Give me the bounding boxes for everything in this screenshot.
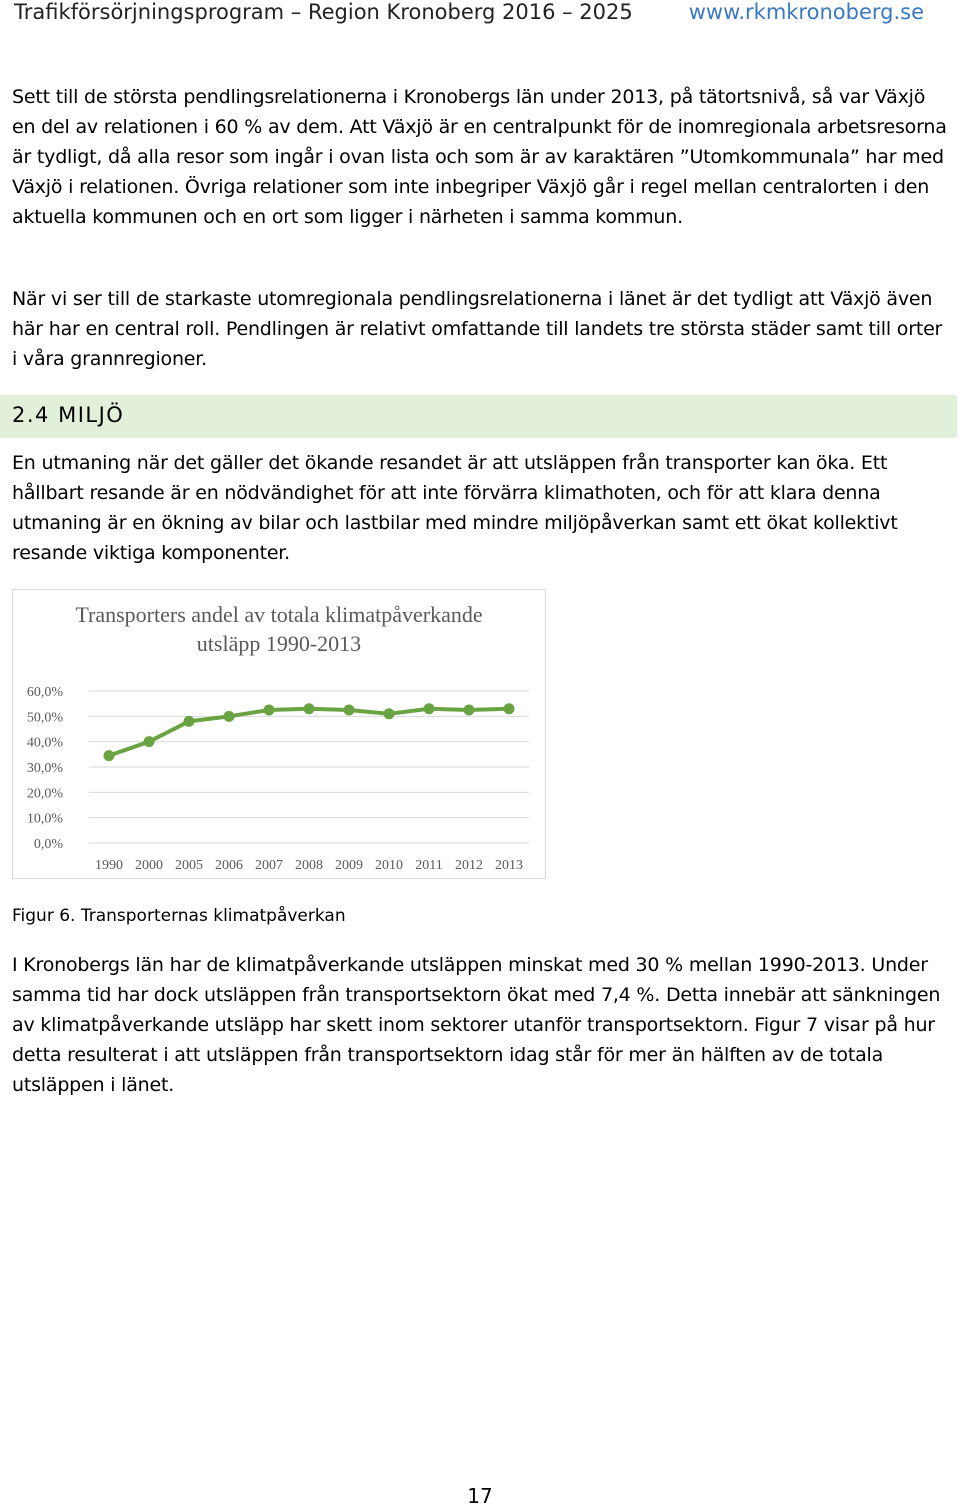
data-point xyxy=(224,711,235,722)
x-tick-label: 2009 xyxy=(335,858,363,873)
line-chart-container xyxy=(12,589,546,879)
section-heading-band xyxy=(0,395,957,438)
data-point xyxy=(144,736,155,747)
y-tick-label: 40,0% xyxy=(26,735,63,751)
data-point xyxy=(264,705,275,716)
x-tick-label: 2006 xyxy=(215,858,243,873)
x-tick-label: 2012 xyxy=(455,858,483,873)
chart-title-line-2: utsläpp 1990-2013 xyxy=(196,631,362,656)
y-tick-label: 50,0% xyxy=(26,710,63,726)
line-chart xyxy=(13,590,545,878)
header-title: Trafikförsörjningsprogram – Region Kronoberg 2016 – 2025 xyxy=(14,0,633,24)
page-header xyxy=(0,0,960,28)
y-tick-label: 0,0% xyxy=(33,837,63,852)
y-tick-label: 10,0% xyxy=(26,811,63,827)
x-tick-label: 2013 xyxy=(495,858,523,873)
x-tick-label: 2007 xyxy=(255,858,283,873)
paragraph-commuting-intraregional: Sett till de största pendlingsrelationerna i Kronobergs län under 2013, på tätortsnivå, så var Växjö en del av relationen i 60 % av dem. Att Växjö är en centralpunkt för de inomregionala arbetsresorna är tydligt, då alla resor som ingår i ovan lista och som är av karaktären ”Utomkommunala” har med Växjö i relationen. Övriga relationer som inte inbegriper Växjö går i regel mellan centralorten i den aktuella kommunen och en ort som ligger i närheten i samma kommun. xyxy=(12,86,947,228)
data-point xyxy=(504,703,515,714)
data-point xyxy=(384,708,395,719)
x-tick-label: 2008 xyxy=(295,858,323,873)
y-tick-label: 60,0% xyxy=(26,685,63,700)
chart-title-line-1: Transporters andel av totala klimatpåverkande xyxy=(75,602,483,627)
paragraph-environment-intro: En utmaning när det gäller det ökande resandet är att utsläppen från transporter kan öka. Ett hållbart resande är en nödvändighet för att inte förvärra klimathoten, och för att klara denna utmaning är en ökning av bilar och lastbilar med mindre miljöpåverkan samt ett ökat kollektivt resande viktiga komponenter. xyxy=(12,452,898,564)
series-line xyxy=(109,709,509,756)
section-heading: 2.4 MILJÖ xyxy=(12,403,125,427)
x-tick-label: 2000 xyxy=(135,858,163,873)
paragraph-commuting-interregional: När vi ser till de starkaste utomregionala pendlingsrelationerna i länet är det tydligt att Växjö även här har en central roll. Pendlingen är relativt omfattande till landets tre största städer samt till orter i våra grannregioner. xyxy=(12,288,943,370)
x-tick-label: 2005 xyxy=(175,858,203,873)
data-point xyxy=(344,705,355,716)
header-website-link[interactable]: www.rkmkronoberg.se xyxy=(688,0,924,24)
paragraph-emissions: I Kronobergs län har de klimatpåverkande utsläppen minskat med 30 % mellan 1990-2013. Under samma tid har dock utsläppen från transportsektorn ökat med 7,4 %. Detta innebär att sänkningen av klimatpåverkande utsläpp har skett inom sektorer utanför transportsektorn. Figur 7 visar på hur detta resulterat i att utsläppen från transportsektorn idag står för mer än hälften av de totala utsläppen i länet. xyxy=(12,954,941,1096)
data-point xyxy=(184,716,195,727)
x-tick-label: 2010 xyxy=(375,858,403,873)
data-point xyxy=(464,705,475,716)
page-number: 17 xyxy=(467,1484,493,1508)
data-point xyxy=(104,750,115,761)
y-tick-label: 20,0% xyxy=(26,786,63,802)
data-point xyxy=(304,703,315,714)
x-tick-label: 1990 xyxy=(95,858,123,873)
data-point xyxy=(424,703,435,714)
figure-caption: Figur 6. Transporternas klimatpåverkan xyxy=(12,906,346,926)
y-tick-label: 30,0% xyxy=(26,761,63,776)
x-tick-label: 2011 xyxy=(415,858,443,873)
